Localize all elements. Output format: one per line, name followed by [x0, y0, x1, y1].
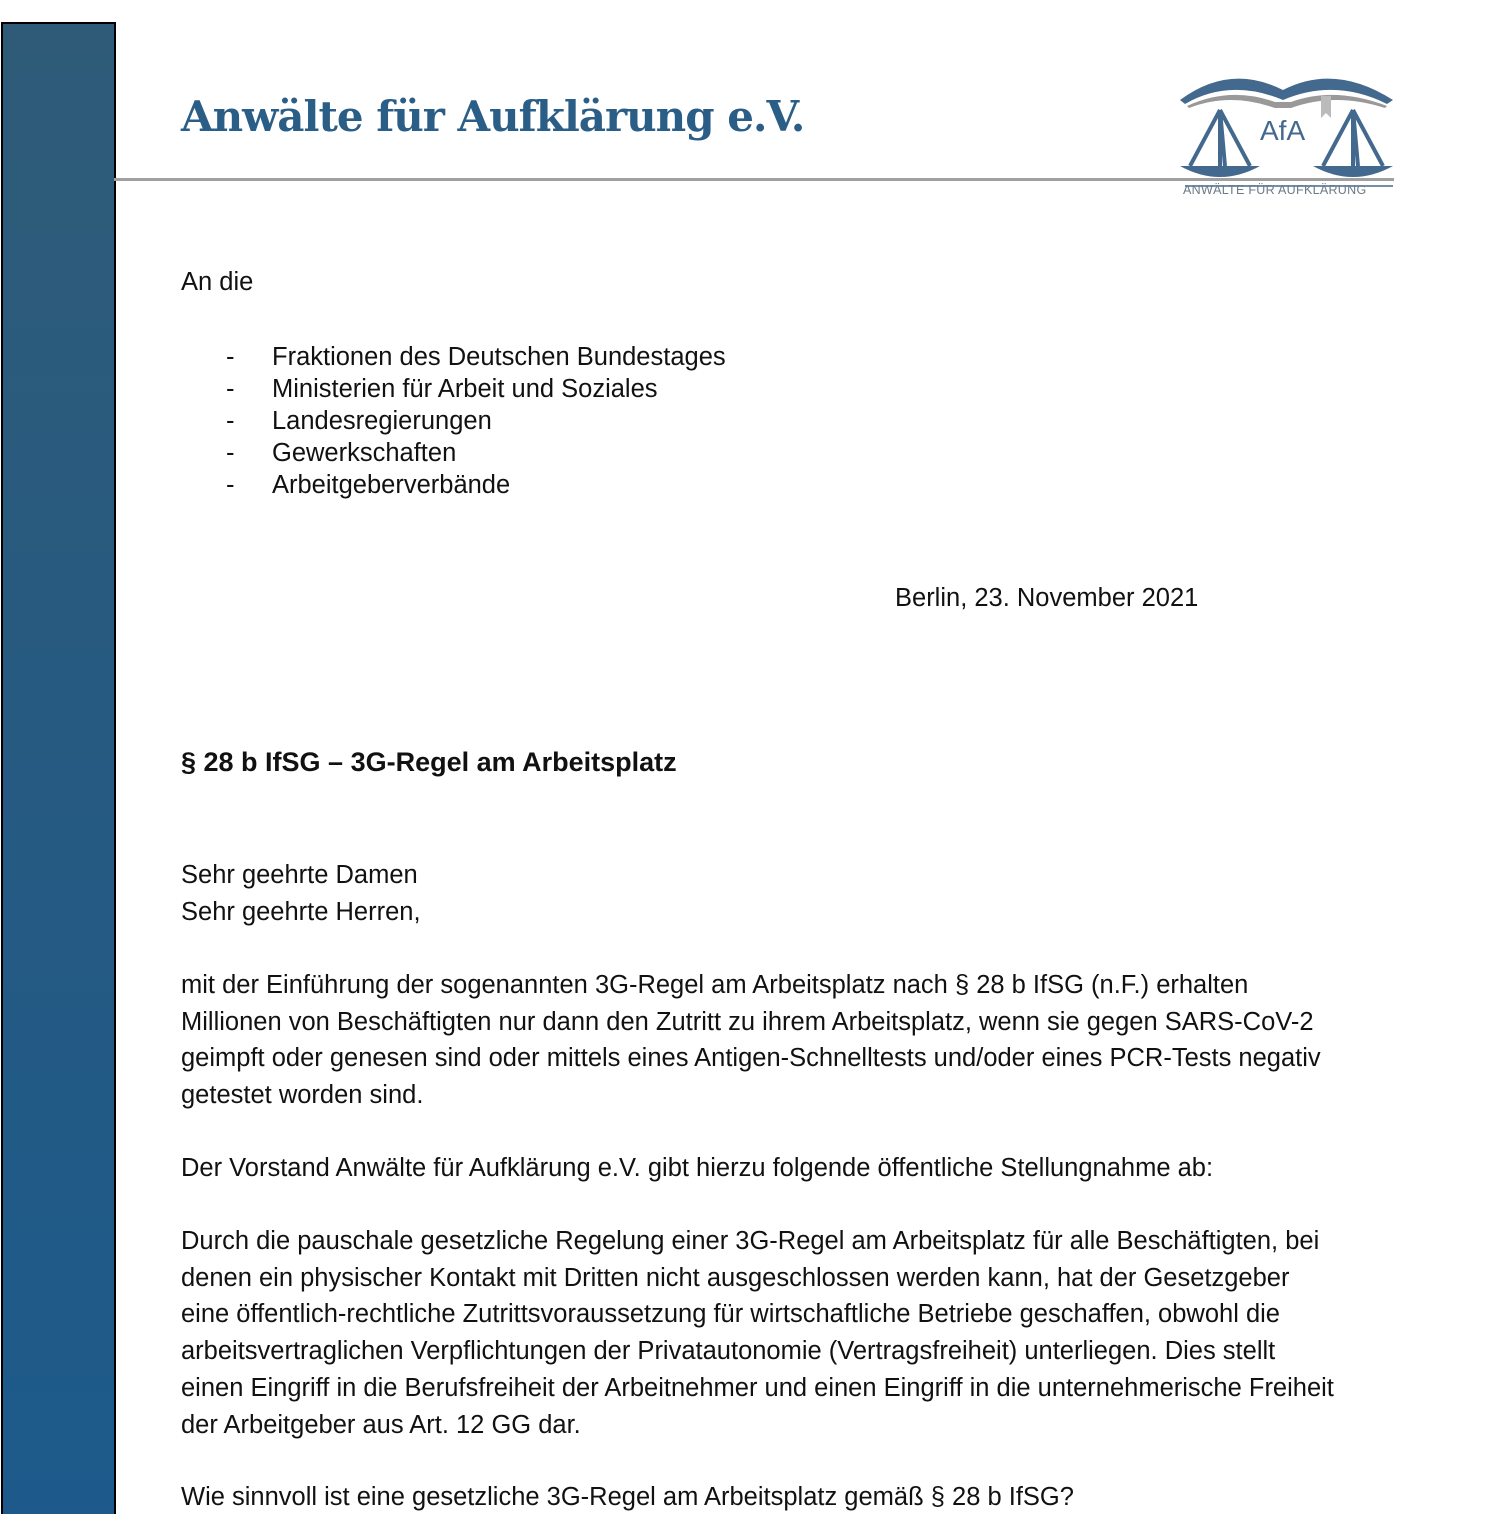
- list-item: - Fraktionen des Deutschen Bundestages: [226, 343, 726, 371]
- salutation-line: Sehr geehrte Damen: [181, 861, 418, 889]
- list-item-text: Gewerkschaften: [272, 439, 457, 467]
- salutation-line: Sehr geehrte Herren,: [181, 898, 421, 926]
- org-title: Anwälte für Aufklärung e.V.: [181, 92, 805, 141]
- body-paragraph: Durch die pauschale gesetzliche Regelung einer 3G-Regel am Arbeitsplatz für alle Beschäftigten, bei denen ein physischer Kontakt mit Dritten nicht ausgeschlossen werden kann, hat der Gesetzgeber eine öffentlich-rechtliche Zutrittsvoraussetzung für wirtschaftliche Betriebe geschaffen, obwohl die arbeitsvertraglichen Verpflichtungen der Privatautonomie (Vertragsfreiheit) unterliegen. Dies stellt einen Eingriff in die Berufsfreiheit der Arbeitnehmer und einen Eingriff in die unternehmerische Freiheit der Arbeitgeber aus Art. 12 GG dar.: [181, 1227, 1334, 1439]
- list-item: - Gewerkschaften: [226, 439, 457, 467]
- recipient-list: [226, 341, 726, 501]
- list-item: - Landesregierungen: [226, 407, 492, 435]
- recipient-intro: An die: [181, 268, 254, 296]
- body-paragraph: Der Vorstand Anwälte für Aufklärung e.V. gibt hierzu folgende öffentliche Stellungnahme ab:: [181, 1154, 1214, 1182]
- subject-heading: § 28 b IfSG – 3G-Regel am Arbeitsplatz: [181, 747, 677, 777]
- list-item-text: Arbeitgeberverbände: [272, 471, 511, 499]
- list-item-text: Landesregierungen: [272, 407, 492, 435]
- logo-initials: AfA: [1260, 115, 1306, 146]
- sidebar-band: [1, 22, 116, 1514]
- list-item: - Ministerien für Arbeit und Soziales: [226, 375, 658, 403]
- date-line: Berlin, 23. November 2021: [895, 584, 1199, 612]
- list-item: - Arbeitgeberverbände: [226, 471, 511, 499]
- list-item-text: Ministerien für Arbeit und Soziales: [272, 375, 658, 403]
- list-item-text: Fraktionen des Deutschen Bundestages: [272, 343, 726, 371]
- body-paragraph: Wie sinnvoll ist eine gesetzliche 3G-Regel am Arbeitsplatz gemäß § 28 b IfSG?: [181, 1483, 1074, 1511]
- body-paragraph: mit der Einführung der sogenannten 3G-Regel am Arbeitsplatz nach § 28 b IfSG (n.F.) erhalten Millionen von Beschäftigten nur dann den Zutritt zu ihrem Arbeitsplatz, wenn sie gegen SARS-CoV-2 geimpft oder genesen sind oder mittels eines Antigen-Schnelltests und/oder eines PCR-Tests negativ getestet worden sind.: [181, 971, 1321, 1110]
- logo-caption: ANWÄLTE FÜR AUFKLÄRUNG: [1183, 183, 1367, 197]
